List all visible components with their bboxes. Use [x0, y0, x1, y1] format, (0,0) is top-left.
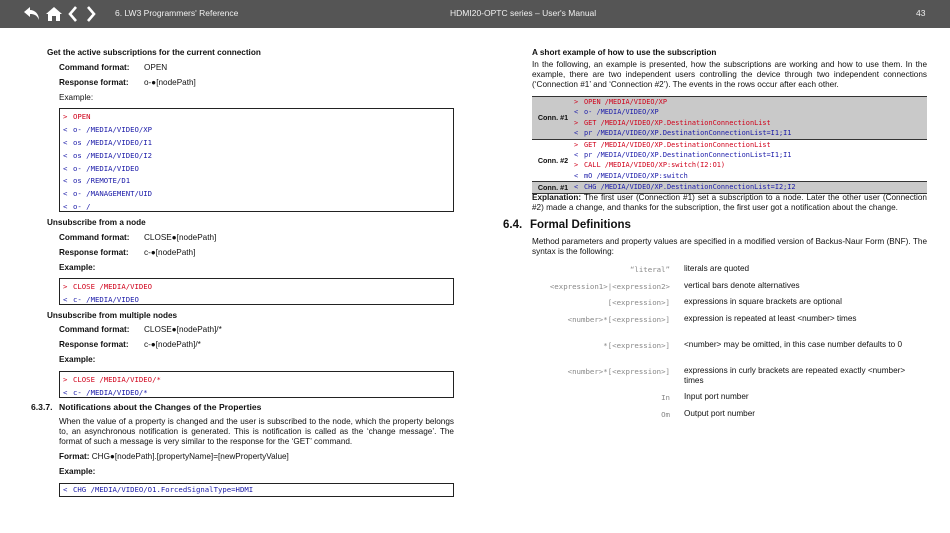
format-label: Format: [59, 452, 90, 461]
response-format-value: o-●[nodePath] [144, 78, 196, 87]
syntax-description: expressions in curly brackets are repeated exactly <number> times [684, 366, 906, 385]
code-text: pr /MEDIA/VIDEO/XP.DestinationConnectionList=I1;I1 [584, 129, 792, 138]
code-prompt: < [574, 183, 579, 192]
page-number: 43 [916, 8, 926, 18]
section-heading: Formal Definitions [530, 219, 631, 231]
manual-title: HDMI20-OPTC series – User's Manual [450, 8, 597, 18]
example-label: Example: [59, 93, 94, 102]
code-prompt: < [574, 150, 579, 159]
code-line [63, 163, 450, 176]
forward-icon[interactable] [81, 4, 101, 24]
code-text: CLOSE /MEDIA/VIDEO/* [73, 375, 161, 384]
code-prompt: < [63, 124, 68, 134]
code-prompt: > [574, 140, 579, 149]
chapter-title: 6. LW3 Programmers' Reference [115, 8, 239, 18]
syntax-notation: *[<expression>] [603, 341, 670, 350]
code-example-close-multi [59, 371, 454, 398]
table-row [532, 96, 927, 139]
syntax-description: expressions in square brackets are optional [684, 297, 842, 306]
code-line [574, 119, 771, 127]
code-prompt: > [63, 112, 68, 121]
code-text: os /MEDIA/VIDEO/I1 [73, 137, 153, 147]
code-text: CHG /MEDIA/VIDEO/XP.DestinationConnectionList=I2;I2 [584, 183, 796, 192]
code-line [574, 151, 791, 159]
code-line [574, 183, 796, 191]
code-prompt: > [574, 118, 579, 127]
example-label: Example: [59, 467, 96, 476]
return-icon[interactable] [22, 4, 42, 24]
section-number: 6.4. [503, 219, 523, 231]
connection-label: Conn. #2 [537, 155, 569, 165]
code-text: os /REMOTE/D1 [73, 176, 131, 186]
command-format-label: Command format: [59, 325, 130, 334]
code-line [63, 281, 450, 294]
response-format-label: Response format: [59, 340, 129, 349]
section-heading: Notifications about the Changes of the Properties [59, 402, 262, 412]
response-format-label: Response format: [59, 78, 129, 87]
code-text: OPEN [73, 112, 91, 121]
code-line [63, 111, 450, 124]
section-title: Get the active subscriptions for the current connection [47, 48, 261, 57]
code-line [574, 129, 791, 137]
code-example-open [59, 108, 454, 212]
code-line [63, 175, 450, 188]
code-prompt: > [63, 375, 68, 384]
code-prompt: < [63, 176, 68, 186]
syntax-notation: <expression1>|<expression2> [549, 282, 670, 291]
code-text: OPEN /MEDIA/VIDEO/XP [584, 98, 667, 106]
section-body: Method parameters and property values are specified in a modified version of Backus-Naur Form (BNF). The syntax is the following: [532, 237, 927, 256]
code-text: CHG /MEDIA/VIDEO/O1.ForcedSignalType=HDMI [73, 485, 254, 494]
command-format-label: Command format: [59, 63, 130, 72]
command-format-value: OPEN [144, 63, 168, 72]
table-row [532, 181, 927, 192]
syntax-description: literals are quoted [684, 264, 750, 273]
syntax-notation: [<expression>] [607, 298, 670, 307]
syntax-notation: In [661, 393, 670, 402]
code-prompt: < [63, 294, 68, 304]
code-text: mO /MEDIA/VIDEO/XP:switch [584, 171, 688, 180]
section-body: When the value of a property is changed and the user is subscribed to the node, which the property belongs to, an asynchronous notification is generated. This is notification is called as the ‘change message’. The format of such a message is very similar to the response for the ‘GET’ command. [59, 417, 454, 446]
section-title: Unsubscribe from a node [47, 218, 146, 227]
format-value: CHG●[nodePath].[propertyName]=[newPropertyValue] [89, 452, 289, 461]
code-text: o- /MEDIA/VIDEO/XP [73, 124, 153, 134]
code-prompt: < [63, 189, 68, 199]
explanation-label: Explanation: [532, 193, 582, 202]
code-prompt: > [574, 161, 579, 170]
syntax-notation: “literal” [629, 265, 670, 274]
command-format-value: CLOSE●[nodePath]/* [144, 325, 222, 334]
code-line [63, 188, 450, 201]
code-text: GET /MEDIA/VIDEO/XP.DestinationConnectionList [584, 118, 771, 127]
syntax-description: vertical bars denote alternatives [684, 281, 800, 290]
code-line [63, 374, 450, 387]
notification-format [59, 452, 289, 462]
code-text: GET /MEDIA/VIDEO/XP.DestinationConnectionList [584, 140, 771, 149]
code-prompt: < [574, 108, 579, 117]
section-title: A short example of how to use the subscription [532, 48, 717, 57]
code-text: pr /MEDIA/VIDEO/XP.DestinationConnectionList=I1;I1 [584, 150, 792, 159]
code-line [63, 201, 450, 214]
syntax-description: Output port number [684, 409, 755, 418]
back-icon[interactable] [63, 4, 83, 24]
code-line [63, 137, 450, 150]
code-text: o- / [73, 202, 91, 212]
syntax-notation: <number>*[<expression>] [567, 367, 670, 376]
syntax-description: <number> may be omitted, in this case number defaults to 0 [684, 340, 902, 349]
example-label: Example: [59, 263, 96, 272]
code-prompt: < [63, 150, 68, 160]
connection-label: Conn. #1 [537, 113, 569, 123]
code-line [63, 150, 450, 163]
syntax-description: expression is repeated at least <number> times [684, 314, 857, 323]
code-line [63, 484, 450, 497]
explanation [532, 193, 927, 213]
code-text: o- /MEDIA/VIDEO/XP [584, 108, 659, 117]
code-line [574, 161, 725, 169]
code-prompt: < [574, 171, 579, 180]
section-body: In the following, an example is presented, how the subscriptions are working and how to use them. In the example, there are two independent users controlling the device through two independent connections (‘Connection #1’ and ‘Connection #2’). The events in the rows occur after each other. [532, 60, 927, 89]
response-format-label: Response format: [59, 248, 129, 257]
code-prompt: < [574, 129, 579, 138]
code-text: c- /MEDIA/VIDEO [73, 294, 139, 304]
example-table [532, 96, 927, 190]
response-format-value: c-●[nodePath] [144, 248, 196, 257]
code-text: c- /MEDIA/VIDEO/* [73, 387, 148, 397]
explanation-text: The first user (Connection #1) set a subscription to a node. Later the other user (Connection #2) made a change, and thanks for the subscription, the first user got a notification about the change. [532, 193, 927, 212]
code-text: o- /MEDIA/VIDEO [73, 163, 139, 173]
code-example-close [59, 278, 454, 305]
table-row [532, 139, 927, 182]
response-format-value: c-●[nodePath]/* [144, 340, 201, 349]
code-line [63, 124, 450, 137]
code-example-chg [59, 483, 454, 497]
home-icon[interactable] [44, 4, 64, 24]
code-prompt: < [63, 387, 68, 397]
code-prompt: < [63, 137, 68, 147]
command-format-value: CLOSE●[nodePath] [144, 233, 217, 242]
code-text: os /MEDIA/VIDEO/I2 [73, 150, 153, 160]
code-line [574, 108, 659, 116]
code-line [574, 98, 667, 106]
code-prompt: < [63, 485, 68, 494]
example-label: Example: [59, 355, 96, 364]
code-text: o- /MANAGEMENT/UID [73, 189, 153, 199]
syntax-notation: <number>*[<expression>] [567, 315, 670, 324]
code-line [63, 294, 450, 307]
syntax-description: Input port number [684, 392, 749, 401]
code-prompt: < [63, 163, 68, 173]
section-number: 6.3.7. [31, 402, 53, 412]
top-bar [0, 0, 950, 28]
code-prompt: > [63, 282, 68, 291]
code-prompt: < [63, 202, 68, 212]
code-text: CLOSE /MEDIA/VIDEO [73, 282, 153, 291]
code-line [574, 172, 688, 180]
command-format-label: Command format: [59, 233, 130, 242]
connection-label: Conn. #1 [537, 182, 569, 192]
code-line [574, 141, 771, 149]
section-title: Unsubscribe from multiple nodes [47, 311, 178, 320]
code-line [63, 387, 450, 400]
code-text: CALL /MEDIA/VIDEO/XP:switch(I2:O1) [584, 161, 726, 170]
syntax-notation: Om [661, 410, 670, 419]
code-prompt: > [574, 98, 579, 106]
